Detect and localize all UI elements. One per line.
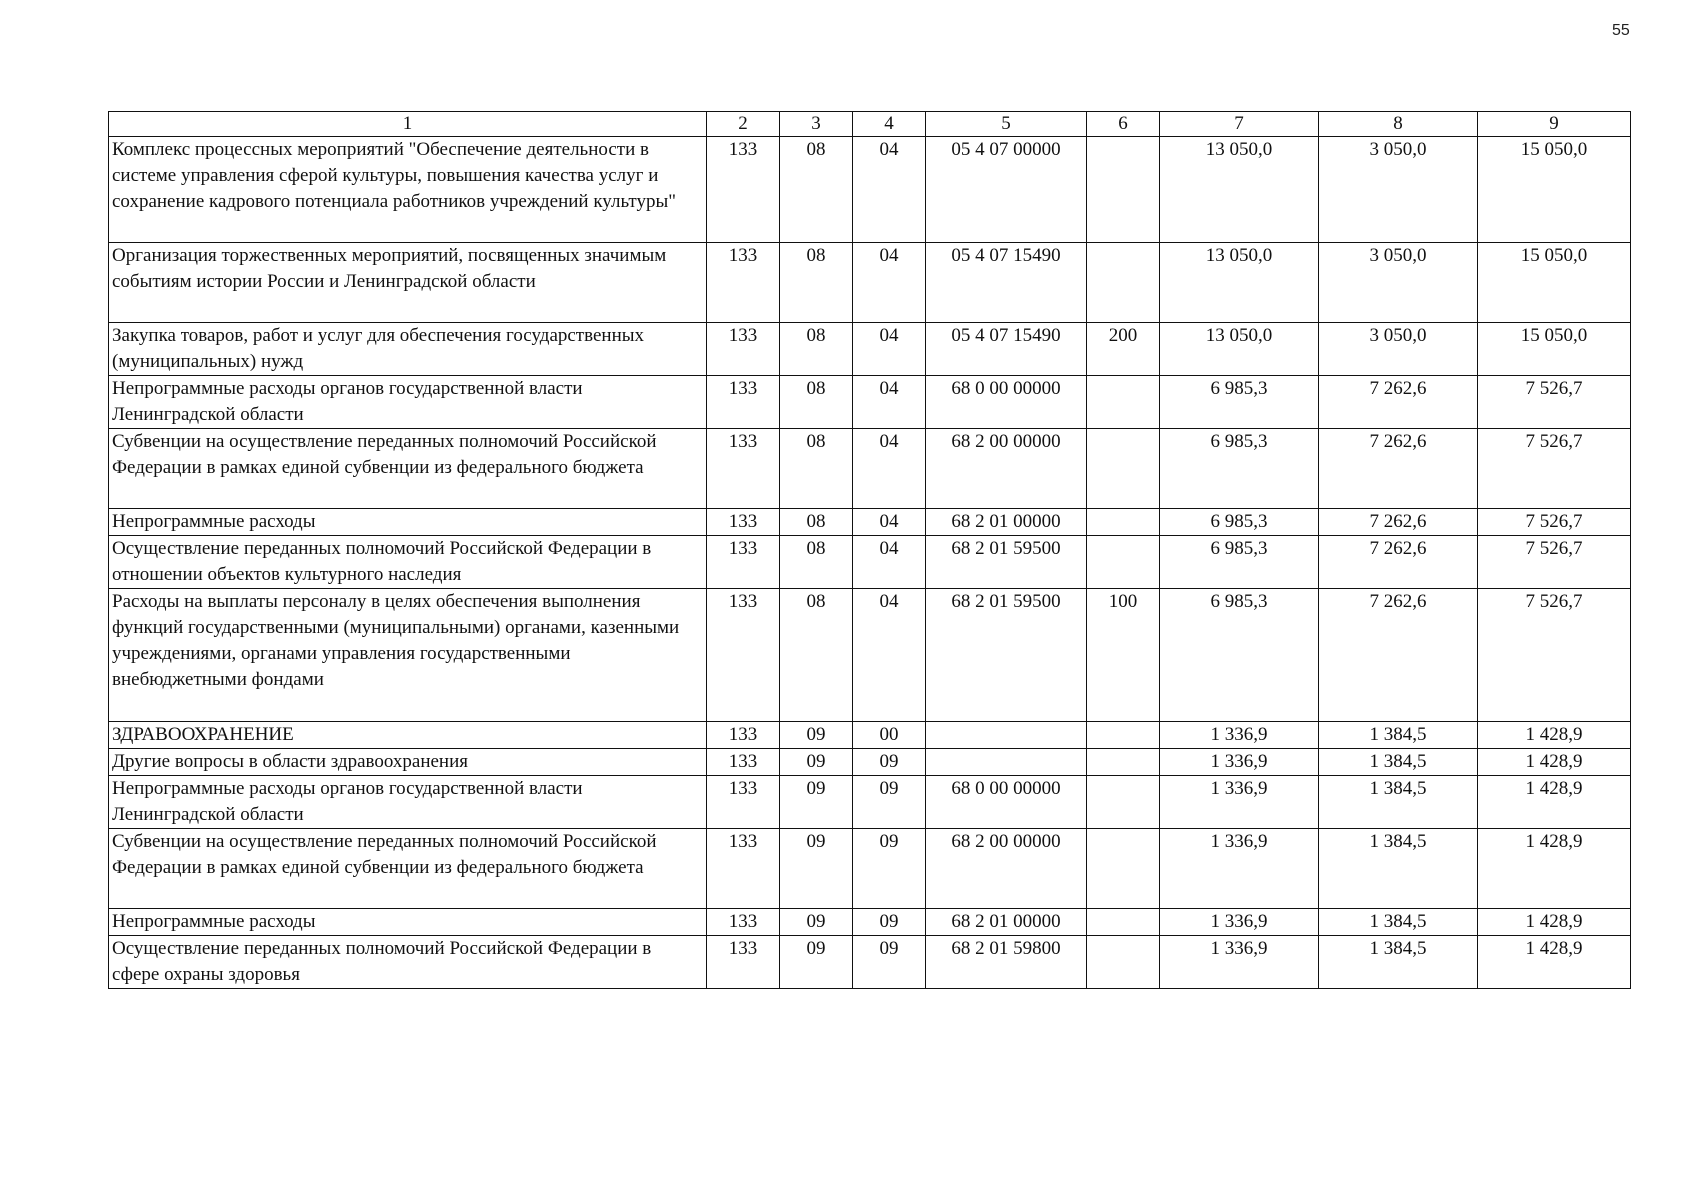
cell-vr [1087,137,1160,243]
column-header: 5 [926,112,1087,137]
cell-vr [1087,429,1160,509]
cell-sum-3: 7 526,7 [1478,536,1631,589]
cell-sum-3: 1 428,9 [1478,722,1631,749]
row-name: Осуществление переданных полномочий Российской Федерации в отношении объектов культурного наследия [109,536,707,589]
cell-gr: 133 [707,776,780,829]
cell-gr: 133 [707,829,780,909]
cell-csr: 68 2 01 00000 [926,509,1087,536]
table-row [109,429,1631,509]
column-header: 2 [707,112,780,137]
cell-rz: 08 [780,137,853,243]
cell-csr: 68 2 01 59800 [926,936,1087,989]
cell-gr: 133 [707,749,780,776]
row-name: Субвенции на осуществление переданных полномочий Российской Федерации в рамках единой субвенции из федерального бюджета [109,429,707,509]
cell-sum-3: 1 428,9 [1478,936,1631,989]
cell-rz: 08 [780,589,853,722]
cell-csr: 68 2 01 59500 [926,536,1087,589]
cell-gr: 133 [707,323,780,376]
cell-pr: 04 [853,536,926,589]
table-row [109,376,1631,429]
cell-gr: 133 [707,589,780,722]
cell-pr: 09 [853,829,926,909]
cell-sum-2: 3 050,0 [1319,243,1478,323]
table-row [109,323,1631,376]
cell-rz: 08 [780,243,853,323]
cell-gr: 133 [707,936,780,989]
cell-sum-1: 13 050,0 [1160,137,1319,243]
cell-vr [1087,536,1160,589]
row-name: Непрограммные расходы органов государственной власти Ленинградской области [109,376,707,429]
cell-pr: 04 [853,243,926,323]
cell-rz: 08 [780,536,853,589]
cell-gr: 133 [707,509,780,536]
page-number: 55 [1612,22,1630,39]
cell-rz: 09 [780,829,853,909]
cell-vr [1087,909,1160,936]
cell-rz: 09 [780,776,853,829]
cell-vr: 200 [1087,323,1160,376]
cell-gr: 133 [707,722,780,749]
cell-sum-3: 15 050,0 [1478,243,1631,323]
table-row [109,509,1631,536]
cell-gr: 133 [707,909,780,936]
cell-pr: 09 [853,749,926,776]
cell-csr: 05 4 07 00000 [926,137,1087,243]
row-name: Осуществление переданных полномочий Российской Федерации в сфере охраны здоровья [109,936,707,989]
cell-sum-2: 1 384,5 [1319,936,1478,989]
cell-vr [1087,243,1160,323]
table-row [109,829,1631,909]
cell-sum-1: 1 336,9 [1160,722,1319,749]
header-row [109,112,1631,137]
cell-rz: 08 [780,509,853,536]
cell-gr: 133 [707,536,780,589]
cell-sum-1: 13 050,0 [1160,243,1319,323]
cell-pr: 00 [853,722,926,749]
cell-csr [926,722,1087,749]
cell-vr [1087,376,1160,429]
cell-pr: 04 [853,376,926,429]
column-header: 1 [109,112,707,137]
cell-pr: 09 [853,909,926,936]
cell-pr: 09 [853,936,926,989]
row-name: Другие вопросы в области здравоохранения [109,749,707,776]
row-name: Закупка товаров, работ и услуг для обеспечения государственных (муниципальных) нужд [109,323,707,376]
cell-pr: 04 [853,429,926,509]
cell-csr [926,749,1087,776]
table-row [109,589,1631,722]
cell-sum-1: 6 985,3 [1160,536,1319,589]
column-header: 8 [1319,112,1478,137]
cell-sum-2: 1 384,5 [1319,776,1478,829]
cell-pr: 04 [853,137,926,243]
cell-csr: 68 2 00 00000 [926,829,1087,909]
cell-vr [1087,829,1160,909]
cell-csr: 05 4 07 15490 [926,323,1087,376]
cell-sum-1: 13 050,0 [1160,323,1319,376]
cell-sum-2: 1 384,5 [1319,909,1478,936]
row-name: ЗДРАВООХРАНЕНИЕ [109,722,707,749]
cell-gr: 133 [707,376,780,429]
table-row [109,909,1631,936]
cell-sum-2: 7 262,6 [1319,589,1478,722]
cell-csr: 68 2 01 00000 [926,909,1087,936]
table-row [109,137,1631,243]
cell-sum-1: 1 336,9 [1160,829,1319,909]
cell-sum-1: 1 336,9 [1160,749,1319,776]
cell-vr [1087,936,1160,989]
cell-pr: 04 [853,589,926,722]
cell-pr: 04 [853,509,926,536]
cell-sum-3: 7 526,7 [1478,509,1631,536]
cell-sum-1: 1 336,9 [1160,909,1319,936]
cell-sum-2: 1 384,5 [1319,722,1478,749]
table-row [109,536,1631,589]
row-name: Субвенции на осуществление переданных полномочий Российской Федерации в рамках единой субвенции из федерального бюджета [109,829,707,909]
row-name: Комплекс процессных мероприятий "Обеспечение деятельности в системе управления сферой культуры, повышения качества услуг и сохранение кадрового потенциала работников учреждений культуры" [109,137,707,243]
cell-sum-1: 6 985,3 [1160,376,1319,429]
cell-rz: 08 [780,376,853,429]
table-row [109,243,1631,323]
cell-sum-3: 1 428,9 [1478,829,1631,909]
cell-sum-1: 6 985,3 [1160,429,1319,509]
column-header: 3 [780,112,853,137]
cell-gr: 133 [707,137,780,243]
column-header: 4 [853,112,926,137]
cell-csr: 05 4 07 15490 [926,243,1087,323]
cell-rz: 08 [780,429,853,509]
cell-sum-2: 7 262,6 [1319,536,1478,589]
cell-sum-1: 6 985,3 [1160,509,1319,536]
cell-sum-3: 1 428,9 [1478,909,1631,936]
cell-sum-1: 6 985,3 [1160,589,1319,722]
cell-sum-2: 3 050,0 [1319,137,1478,243]
cell-vr [1087,776,1160,829]
row-name: Организация торжественных мероприятий, посвященных значимым событиям истории России и Ленинградской области [109,243,707,323]
cell-sum-1: 1 336,9 [1160,776,1319,829]
cell-sum-2: 1 384,5 [1319,749,1478,776]
row-name: Непрограммные расходы [109,509,707,536]
budget-table [108,111,1631,989]
cell-rz: 09 [780,749,853,776]
table-row [109,776,1631,829]
cell-csr: 68 0 00 00000 [926,776,1087,829]
cell-csr: 68 2 00 00000 [926,429,1087,509]
cell-sum-3: 7 526,7 [1478,589,1631,722]
row-name: Непрограммные расходы органов государственной власти Ленинградской области [109,776,707,829]
cell-sum-2: 7 262,6 [1319,509,1478,536]
cell-sum-3: 15 050,0 [1478,323,1631,376]
column-header: 7 [1160,112,1319,137]
cell-vr [1087,749,1160,776]
table-row [109,722,1631,749]
cell-pr: 04 [853,323,926,376]
cell-sum-3: 7 526,7 [1478,376,1631,429]
table-row [109,936,1631,989]
cell-vr [1087,722,1160,749]
column-header: 9 [1478,112,1631,137]
cell-gr: 133 [707,429,780,509]
cell-sum-1: 1 336,9 [1160,936,1319,989]
cell-rz: 09 [780,936,853,989]
cell-sum-3: 7 526,7 [1478,429,1631,509]
cell-rz: 08 [780,323,853,376]
cell-sum-2: 7 262,6 [1319,429,1478,509]
cell-pr: 09 [853,776,926,829]
cell-vr: 100 [1087,589,1160,722]
cell-sum-2: 1 384,5 [1319,829,1478,909]
cell-rz: 09 [780,722,853,749]
column-header: 6 [1087,112,1160,137]
cell-sum-3: 1 428,9 [1478,776,1631,829]
cell-vr [1087,509,1160,536]
cell-csr: 68 0 00 00000 [926,376,1087,429]
cell-gr: 133 [707,243,780,323]
cell-sum-2: 7 262,6 [1319,376,1478,429]
cell-rz: 09 [780,909,853,936]
cell-csr: 68 2 01 59500 [926,589,1087,722]
row-name: Непрограммные расходы [109,909,707,936]
cell-sum-2: 3 050,0 [1319,323,1478,376]
row-name: Расходы на выплаты персоналу в целях обеспечения выполнения функций государственными (муниципальными) органами, казенными учреждениями, органами управления государственными внебюджетными фондами [109,589,707,722]
cell-sum-3: 1 428,9 [1478,749,1631,776]
cell-sum-3: 15 050,0 [1478,137,1631,243]
table-row [109,749,1631,776]
